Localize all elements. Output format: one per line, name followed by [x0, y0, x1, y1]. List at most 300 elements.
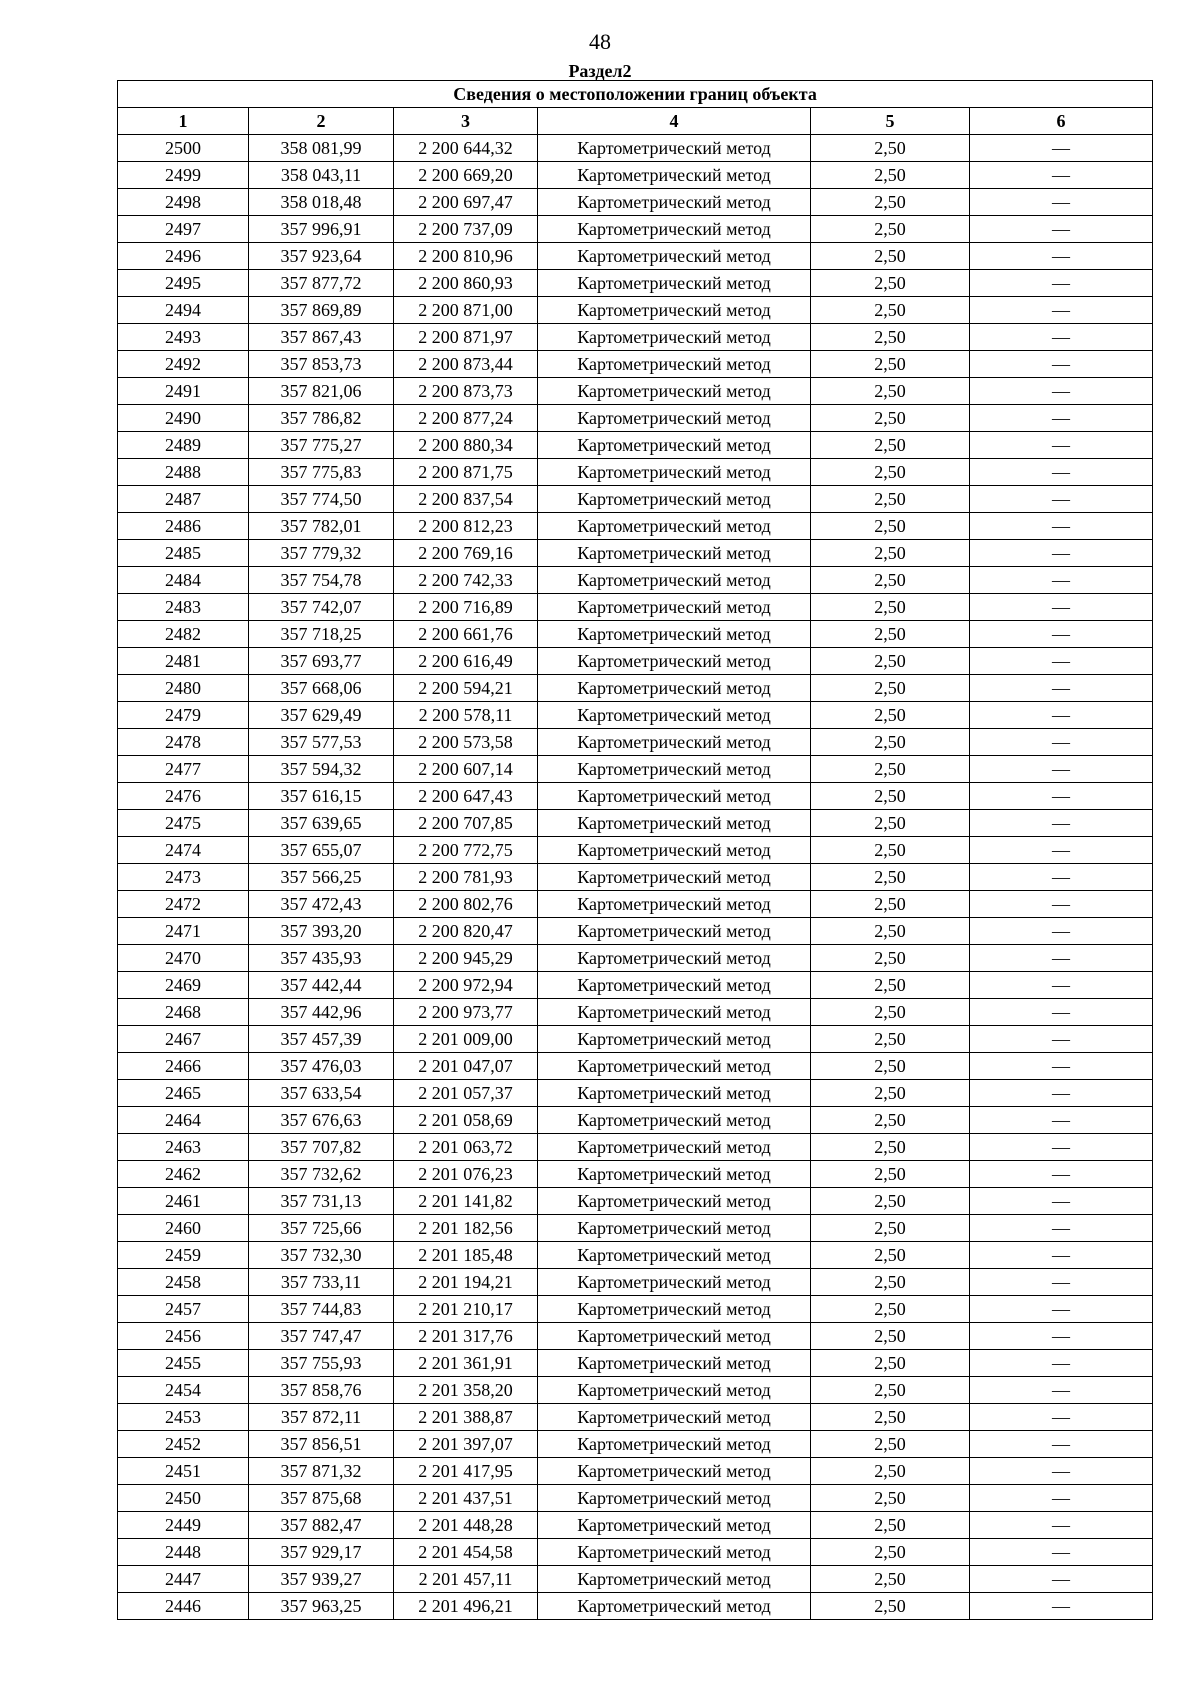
description-cell: — [970, 1539, 1153, 1566]
point-number-cell: 2487 [118, 486, 249, 513]
point-number-cell: 2488 [118, 459, 249, 486]
x-coordinate-cell: 357 963,25 [249, 1593, 394, 1620]
description-cell: — [970, 270, 1153, 297]
method-cell: Картометрический метод [538, 189, 811, 216]
point-number-cell: 2467 [118, 1026, 249, 1053]
description-cell: — [970, 297, 1153, 324]
description-cell: — [970, 1431, 1153, 1458]
y-coordinate-cell: 2 200 644,32 [394, 135, 538, 162]
method-cell: Картометрический метод [538, 540, 811, 567]
accuracy-cell: 2,50 [811, 810, 970, 837]
x-coordinate-cell: 357 742,07 [249, 594, 394, 621]
table-row [118, 999, 1153, 1026]
x-coordinate-cell: 357 732,62 [249, 1161, 394, 1188]
accuracy-cell: 2,50 [811, 216, 970, 243]
point-number-cell: 2449 [118, 1512, 249, 1539]
y-coordinate-cell: 2 200 578,11 [394, 702, 538, 729]
table-row [118, 297, 1153, 324]
x-coordinate-cell: 357 676,63 [249, 1107, 394, 1134]
y-coordinate-cell: 2 201 058,69 [394, 1107, 538, 1134]
x-coordinate-cell: 357 577,53 [249, 729, 394, 756]
table-row [118, 675, 1153, 702]
method-cell: Картометрический метод [538, 270, 811, 297]
point-number-cell: 2460 [118, 1215, 249, 1242]
accuracy-cell: 2,50 [811, 1431, 970, 1458]
accuracy-cell: 2,50 [811, 1296, 970, 1323]
x-coordinate-cell: 357 786,82 [249, 405, 394, 432]
method-cell: Картометрический метод [538, 1161, 811, 1188]
table-row [118, 459, 1153, 486]
point-number-cell: 2462 [118, 1161, 249, 1188]
point-number-cell: 2458 [118, 1269, 249, 1296]
description-cell: — [970, 675, 1153, 702]
point-number-cell: 2457 [118, 1296, 249, 1323]
table-row [118, 324, 1153, 351]
table-row [118, 972, 1153, 999]
accuracy-cell: 2,50 [811, 1080, 970, 1107]
accuracy-cell: 2,50 [811, 513, 970, 540]
accuracy-cell: 2,50 [811, 1026, 970, 1053]
accuracy-cell: 2,50 [811, 162, 970, 189]
description-cell: — [970, 594, 1153, 621]
point-number-cell: 2478 [118, 729, 249, 756]
method-cell: Картометрический метод [538, 1053, 811, 1080]
point-number-cell: 2470 [118, 945, 249, 972]
method-cell: Картометрический метод [538, 243, 811, 270]
x-coordinate-cell: 357 693,77 [249, 648, 394, 675]
table-row [118, 1053, 1153, 1080]
method-cell: Картометрический метод [538, 783, 811, 810]
accuracy-cell: 2,50 [811, 243, 970, 270]
accuracy-cell: 2,50 [811, 972, 970, 999]
table-row [118, 1593, 1153, 1620]
y-coordinate-cell: 2 200 607,14 [394, 756, 538, 783]
y-coordinate-cell: 2 200 707,85 [394, 810, 538, 837]
point-number-cell: 2447 [118, 1566, 249, 1593]
method-cell: Картометрический метод [538, 972, 811, 999]
table-row [118, 1080, 1153, 1107]
y-coordinate-cell: 2 201 009,00 [394, 1026, 538, 1053]
x-coordinate-cell: 357 725,66 [249, 1215, 394, 1242]
column-number-row [118, 108, 1153, 135]
method-cell: Картометрический метод [538, 999, 811, 1026]
y-coordinate-cell: 2 200 860,93 [394, 270, 538, 297]
y-coordinate-cell: 2 200 742,33 [394, 567, 538, 594]
description-cell: — [970, 891, 1153, 918]
point-number-cell: 2475 [118, 810, 249, 837]
accuracy-cell: 2,50 [811, 648, 970, 675]
method-cell: Картометрический метод [538, 567, 811, 594]
x-coordinate-cell: 358 043,11 [249, 162, 394, 189]
table-row [118, 1026, 1153, 1053]
method-cell: Картометрический метод [538, 405, 811, 432]
y-coordinate-cell: 2 200 769,16 [394, 540, 538, 567]
description-cell: — [970, 702, 1153, 729]
point-number-cell: 2465 [118, 1080, 249, 1107]
x-coordinate-cell: 357 871,32 [249, 1458, 394, 1485]
description-cell: — [970, 1512, 1153, 1539]
method-cell: Картометрический метод [538, 1134, 811, 1161]
description-cell: — [970, 135, 1153, 162]
method-cell: Картометрический метод [538, 1350, 811, 1377]
accuracy-cell: 2,50 [811, 1404, 970, 1431]
method-cell: Картометрический метод [538, 162, 811, 189]
x-coordinate-cell: 357 869,89 [249, 297, 394, 324]
point-number-cell: 2471 [118, 918, 249, 945]
point-number-cell: 2473 [118, 864, 249, 891]
x-coordinate-cell: 357 996,91 [249, 216, 394, 243]
y-coordinate-cell: 2 200 972,94 [394, 972, 538, 999]
table-row [118, 216, 1153, 243]
accuracy-cell: 2,50 [811, 1215, 970, 1242]
accuracy-cell: 2,50 [811, 297, 970, 324]
description-cell: — [970, 432, 1153, 459]
accuracy-cell: 2,50 [811, 999, 970, 1026]
point-number-cell: 2452 [118, 1431, 249, 1458]
accuracy-cell: 2,50 [811, 540, 970, 567]
description-cell: — [970, 1377, 1153, 1404]
y-coordinate-cell: 2 200 973,77 [394, 999, 538, 1026]
method-cell: Картометрический метод [538, 135, 811, 162]
table-body [118, 135, 1153, 1620]
method-cell: Картометрический метод [538, 1080, 811, 1107]
description-cell: — [970, 162, 1153, 189]
description-cell: — [970, 1323, 1153, 1350]
y-coordinate-cell: 2 200 647,43 [394, 783, 538, 810]
x-coordinate-cell: 357 755,93 [249, 1350, 394, 1377]
method-cell: Картометрический метод [538, 297, 811, 324]
method-cell: Картометрический метод [538, 756, 811, 783]
method-cell: Картометрический метод [538, 837, 811, 864]
table-row [118, 729, 1153, 756]
description-cell: — [970, 864, 1153, 891]
accuracy-cell: 2,50 [811, 486, 970, 513]
description-cell: — [970, 648, 1153, 675]
y-coordinate-cell: 2 200 573,58 [394, 729, 538, 756]
method-cell: Картометрический метод [538, 216, 811, 243]
method-cell: Картометрический метод [538, 1539, 811, 1566]
accuracy-cell: 2,50 [811, 405, 970, 432]
description-cell: — [970, 1485, 1153, 1512]
x-coordinate-cell: 357 856,51 [249, 1431, 394, 1458]
description-cell: — [970, 729, 1153, 756]
column-number: 1 [118, 108, 249, 135]
point-number-cell: 2464 [118, 1107, 249, 1134]
description-cell: — [970, 1296, 1153, 1323]
accuracy-cell: 2,50 [811, 621, 970, 648]
point-number-cell: 2500 [118, 135, 249, 162]
x-coordinate-cell: 357 633,54 [249, 1080, 394, 1107]
accuracy-cell: 2,50 [811, 1458, 970, 1485]
table-caption: Сведения о местоположении границ объекта [118, 81, 1153, 108]
method-cell: Картометрический метод [538, 702, 811, 729]
table-row [118, 513, 1153, 540]
x-coordinate-cell: 357 923,64 [249, 243, 394, 270]
x-coordinate-cell: 357 594,32 [249, 756, 394, 783]
method-cell: Картометрический метод [538, 891, 811, 918]
accuracy-cell: 2,50 [811, 378, 970, 405]
table-row [118, 1485, 1153, 1512]
x-coordinate-cell: 357 566,25 [249, 864, 394, 891]
method-cell: Картометрический метод [538, 648, 811, 675]
x-coordinate-cell: 357 821,06 [249, 378, 394, 405]
description-cell: — [970, 1215, 1153, 1242]
point-number-cell: 2479 [118, 702, 249, 729]
y-coordinate-cell: 2 200 871,97 [394, 324, 538, 351]
method-cell: Картометрический метод [538, 1323, 811, 1350]
accuracy-cell: 2,50 [811, 1242, 970, 1269]
x-coordinate-cell: 357 668,06 [249, 675, 394, 702]
description-cell: — [970, 189, 1153, 216]
y-coordinate-cell: 2 200 877,24 [394, 405, 538, 432]
description-cell: — [970, 972, 1153, 999]
table-row [118, 1269, 1153, 1296]
point-number-cell: 2446 [118, 1593, 249, 1620]
accuracy-cell: 2,50 [811, 1188, 970, 1215]
table-row [118, 1188, 1153, 1215]
description-cell: — [970, 540, 1153, 567]
x-coordinate-cell: 357 782,01 [249, 513, 394, 540]
table-row [118, 1566, 1153, 1593]
point-number-cell: 2472 [118, 891, 249, 918]
x-coordinate-cell: 357 929,17 [249, 1539, 394, 1566]
description-cell: — [970, 1080, 1153, 1107]
y-coordinate-cell: 2 201 454,58 [394, 1539, 538, 1566]
y-coordinate-cell: 2 201 076,23 [394, 1161, 538, 1188]
x-coordinate-cell: 357 472,43 [249, 891, 394, 918]
table-row [118, 1323, 1153, 1350]
method-cell: Картометрический метод [538, 1242, 811, 1269]
accuracy-cell: 2,50 [811, 918, 970, 945]
table-row [118, 837, 1153, 864]
x-coordinate-cell: 357 731,13 [249, 1188, 394, 1215]
y-coordinate-cell: 2 200 802,76 [394, 891, 538, 918]
accuracy-cell: 2,50 [811, 1134, 970, 1161]
method-cell: Картометрический метод [538, 1458, 811, 1485]
point-number-cell: 2474 [118, 837, 249, 864]
table-row [118, 162, 1153, 189]
method-cell: Картометрический метод [538, 1107, 811, 1134]
accuracy-cell: 2,50 [811, 891, 970, 918]
x-coordinate-cell: 357 939,27 [249, 1566, 394, 1593]
table-row [118, 1296, 1153, 1323]
y-coordinate-cell: 2 200 880,34 [394, 432, 538, 459]
description-cell: — [970, 1107, 1153, 1134]
description-cell: — [970, 1458, 1153, 1485]
point-number-cell: 2466 [118, 1053, 249, 1080]
method-cell: Картометрический метод [538, 1377, 811, 1404]
accuracy-cell: 2,50 [811, 1323, 970, 1350]
accuracy-cell: 2,50 [811, 945, 970, 972]
y-coordinate-cell: 2 201 057,37 [394, 1080, 538, 1107]
accuracy-cell: 2,50 [811, 1485, 970, 1512]
accuracy-cell: 2,50 [811, 1161, 970, 1188]
accuracy-cell: 2,50 [811, 1269, 970, 1296]
table-row [118, 243, 1153, 270]
description-cell: — [970, 1566, 1153, 1593]
x-coordinate-cell: 357 732,30 [249, 1242, 394, 1269]
method-cell: Картометрический метод [538, 1296, 811, 1323]
table-row [118, 756, 1153, 783]
point-number-cell: 2463 [118, 1134, 249, 1161]
point-number-cell: 2450 [118, 1485, 249, 1512]
y-coordinate-cell: 2 200 594,21 [394, 675, 538, 702]
x-coordinate-cell: 357 775,27 [249, 432, 394, 459]
accuracy-cell: 2,50 [811, 1566, 970, 1593]
y-coordinate-cell: 2 201 457,11 [394, 1566, 538, 1593]
accuracy-cell: 2,50 [811, 1512, 970, 1539]
x-coordinate-cell: 357 853,73 [249, 351, 394, 378]
description-cell: — [970, 459, 1153, 486]
boundary-coordinates-table [117, 80, 1153, 1620]
point-number-cell: 2480 [118, 675, 249, 702]
table-row [118, 702, 1153, 729]
point-number-cell: 2496 [118, 243, 249, 270]
y-coordinate-cell: 2 200 837,54 [394, 486, 538, 513]
method-cell: Картометрический метод [538, 351, 811, 378]
table-row [118, 783, 1153, 810]
method-cell: Картометрический метод [538, 594, 811, 621]
x-coordinate-cell: 357 718,25 [249, 621, 394, 648]
section-title: Раздел2 [568, 61, 632, 81]
x-coordinate-cell: 357 655,07 [249, 837, 394, 864]
point-number-cell: 2486 [118, 513, 249, 540]
y-coordinate-cell: 2 200 661,76 [394, 621, 538, 648]
x-coordinate-cell: 357 629,49 [249, 702, 394, 729]
x-coordinate-cell: 357 754,78 [249, 567, 394, 594]
point-number-cell: 2489 [118, 432, 249, 459]
table-row [118, 945, 1153, 972]
description-cell: — [970, 351, 1153, 378]
method-cell: Картометрический метод [538, 378, 811, 405]
point-number-cell: 2448 [118, 1539, 249, 1566]
description-cell: — [970, 1350, 1153, 1377]
table-row [118, 135, 1153, 162]
point-number-cell: 2491 [118, 378, 249, 405]
x-coordinate-cell: 357 875,68 [249, 1485, 394, 1512]
table-row [118, 891, 1153, 918]
table-row [118, 621, 1153, 648]
y-coordinate-cell: 2 201 437,51 [394, 1485, 538, 1512]
method-cell: Картометрический метод [538, 621, 811, 648]
method-cell: Картометрический метод [538, 459, 811, 486]
y-coordinate-cell: 2 200 812,23 [394, 513, 538, 540]
method-cell: Картометрический метод [538, 513, 811, 540]
column-number: 6 [970, 108, 1153, 135]
y-coordinate-cell: 2 201 496,21 [394, 1593, 538, 1620]
method-cell: Картометрический метод [538, 1404, 811, 1431]
accuracy-cell: 2,50 [811, 1350, 970, 1377]
y-coordinate-cell: 2 200 737,09 [394, 216, 538, 243]
method-cell: Картометрический метод [538, 432, 811, 459]
column-number: 2 [249, 108, 394, 135]
accuracy-cell: 2,50 [811, 324, 970, 351]
y-coordinate-cell: 2 201 317,76 [394, 1323, 538, 1350]
point-number-cell: 2497 [118, 216, 249, 243]
method-cell: Картометрический метод [538, 945, 811, 972]
x-coordinate-cell: 357 393,20 [249, 918, 394, 945]
accuracy-cell: 2,50 [811, 189, 970, 216]
table-row [118, 1458, 1153, 1485]
y-coordinate-cell: 2 201 210,17 [394, 1296, 538, 1323]
accuracy-cell: 2,50 [811, 702, 970, 729]
y-coordinate-cell: 2 200 772,75 [394, 837, 538, 864]
x-coordinate-cell: 357 882,47 [249, 1512, 394, 1539]
table-row [118, 1404, 1153, 1431]
x-coordinate-cell: 358 081,99 [249, 135, 394, 162]
y-coordinate-cell: 2 201 182,56 [394, 1215, 538, 1242]
point-number-cell: 2461 [118, 1188, 249, 1215]
description-cell: — [970, 945, 1153, 972]
point-number-cell: 2456 [118, 1323, 249, 1350]
method-cell: Картометрический метод [538, 1485, 811, 1512]
description-cell: — [970, 243, 1153, 270]
x-coordinate-cell: 357 877,72 [249, 270, 394, 297]
table-row [118, 1512, 1153, 1539]
x-coordinate-cell: 357 744,83 [249, 1296, 394, 1323]
table-row [118, 1350, 1153, 1377]
description-cell: — [970, 1242, 1153, 1269]
y-coordinate-cell: 2 200 810,96 [394, 243, 538, 270]
x-coordinate-cell: 357 616,15 [249, 783, 394, 810]
table-row [118, 432, 1153, 459]
method-cell: Картометрический метод [538, 1188, 811, 1215]
description-cell: — [970, 837, 1153, 864]
description-cell: — [970, 378, 1153, 405]
x-coordinate-cell: 357 779,32 [249, 540, 394, 567]
point-number-cell: 2495 [118, 270, 249, 297]
y-coordinate-cell: 2 200 697,47 [394, 189, 538, 216]
table-row [118, 1107, 1153, 1134]
point-number-cell: 2476 [118, 783, 249, 810]
x-coordinate-cell: 357 435,93 [249, 945, 394, 972]
description-cell: — [970, 1161, 1153, 1188]
y-coordinate-cell: 2 200 873,44 [394, 351, 538, 378]
x-coordinate-cell: 357 457,39 [249, 1026, 394, 1053]
accuracy-cell: 2,50 [811, 135, 970, 162]
y-coordinate-cell: 2 201 448,28 [394, 1512, 538, 1539]
y-coordinate-cell: 2 201 063,72 [394, 1134, 538, 1161]
x-coordinate-cell: 357 442,44 [249, 972, 394, 999]
y-coordinate-cell: 2 200 616,49 [394, 648, 538, 675]
method-cell: Картометрический метод [538, 486, 811, 513]
point-number-cell: 2459 [118, 1242, 249, 1269]
y-coordinate-cell: 2 200 716,89 [394, 594, 538, 621]
table-row [118, 648, 1153, 675]
accuracy-cell: 2,50 [811, 837, 970, 864]
table-row [118, 270, 1153, 297]
method-cell: Картометрический метод [538, 1026, 811, 1053]
accuracy-cell: 2,50 [811, 1539, 970, 1566]
y-coordinate-cell: 2 200 871,75 [394, 459, 538, 486]
table-row [118, 1377, 1153, 1404]
y-coordinate-cell: 2 201 361,91 [394, 1350, 538, 1377]
description-cell: — [970, 1593, 1153, 1620]
table-row [118, 1161, 1153, 1188]
x-coordinate-cell: 357 775,83 [249, 459, 394, 486]
column-number: 3 [394, 108, 538, 135]
accuracy-cell: 2,50 [811, 864, 970, 891]
accuracy-cell: 2,50 [811, 270, 970, 297]
y-coordinate-cell: 2 200 873,73 [394, 378, 538, 405]
x-coordinate-cell: 357 747,47 [249, 1323, 394, 1350]
point-number-cell: 2492 [118, 351, 249, 378]
accuracy-cell: 2,50 [811, 459, 970, 486]
y-coordinate-cell: 2 201 388,87 [394, 1404, 538, 1431]
accuracy-cell: 2,50 [811, 1377, 970, 1404]
x-coordinate-cell: 357 639,65 [249, 810, 394, 837]
y-coordinate-cell: 2 201 358,20 [394, 1377, 538, 1404]
